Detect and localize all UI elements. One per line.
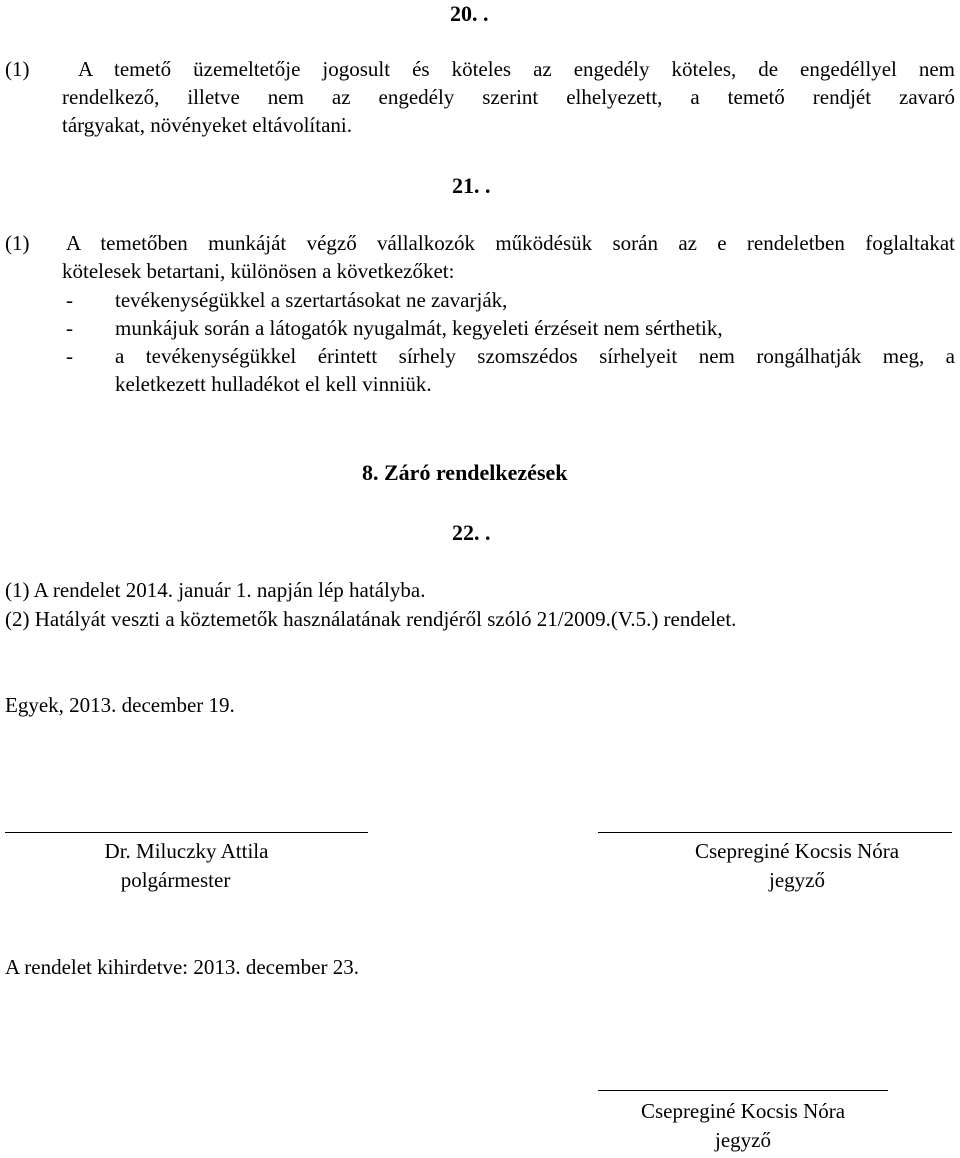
left-signature-line [5, 832, 368, 833]
final-signatory-name: Csepreginé Kocsis Nóra [640, 1099, 846, 1123]
list-item-text: tevékenységükkel a szertartásokat ne zavarják, [115, 288, 508, 312]
list-item-dash: - [66, 316, 73, 340]
list-item-text: a tevékenységükkel érintett sírhely szomszédos sírhelyeit nem rongálhatják meg, a [115, 344, 955, 368]
section-20-para-1-line-3: tárgyakat, növényeket eltávolítani. [62, 113, 353, 137]
list-item-dash: - [66, 344, 73, 368]
list-item-continuation: keletkezett hulladékot el kell vinniük. [115, 372, 432, 396]
right-signature-line [598, 832, 952, 833]
left-signatory-title: polgármester [120, 868, 231, 892]
place-date: Egyek, 2013. december 19. [5, 693, 235, 717]
left-signatory-name: Dr. Miluczky Attila [104, 839, 269, 863]
section-20-para-1-line-2: rendelkező, illetve nem az engedély szerint elhelyezett, a temető rendjét zavaró [62, 85, 955, 109]
final-signatory-title: jegyző [715, 1128, 771, 1152]
section-21-heading: 21. . [452, 173, 491, 198]
section-20-para-1-line-1: A temető üzemeltetője jogosult és köteles az engedély köteles, de engedéllyel nem [78, 57, 955, 81]
section-22-para-2: (2) Hatályát veszti a köztemetők használatának rendjéről szóló 21/2009.(V.5.) rendelet. [5, 607, 737, 631]
right-signatory-name: Csepreginé Kocsis Nóra [694, 839, 900, 863]
section-22-para-1: (1) A rendelet 2014. január 1. napján lép hatályba. [5, 578, 426, 602]
section-20-para-1-number: (1) [5, 57, 30, 81]
section-22-heading: 22. . [452, 520, 491, 545]
promulgation-date: A rendelet kihirdetve: 2013. december 23. [5, 955, 359, 979]
section-21-para-1-line-1: A temetőben munkáját végző vállalkozók működésük során az e rendeletben foglaltakat [66, 231, 955, 255]
section-21-para-1-line-2: kötelesek betartani, különösen a következőket: [62, 259, 455, 283]
section-21-para-1-number: (1) [5, 231, 30, 255]
chapter-8-heading: 8. Záró rendelkezések [362, 460, 568, 485]
final-signature-line [598, 1090, 888, 1091]
right-signatory-title: jegyző [769, 868, 825, 892]
list-item-dash: - [66, 288, 73, 312]
list-item-text: munkájuk során a látogatók nyugalmát, kegyeleti érzéseit nem sérthetik, [115, 316, 723, 340]
section-20-heading: 20. . [450, 1, 489, 26]
